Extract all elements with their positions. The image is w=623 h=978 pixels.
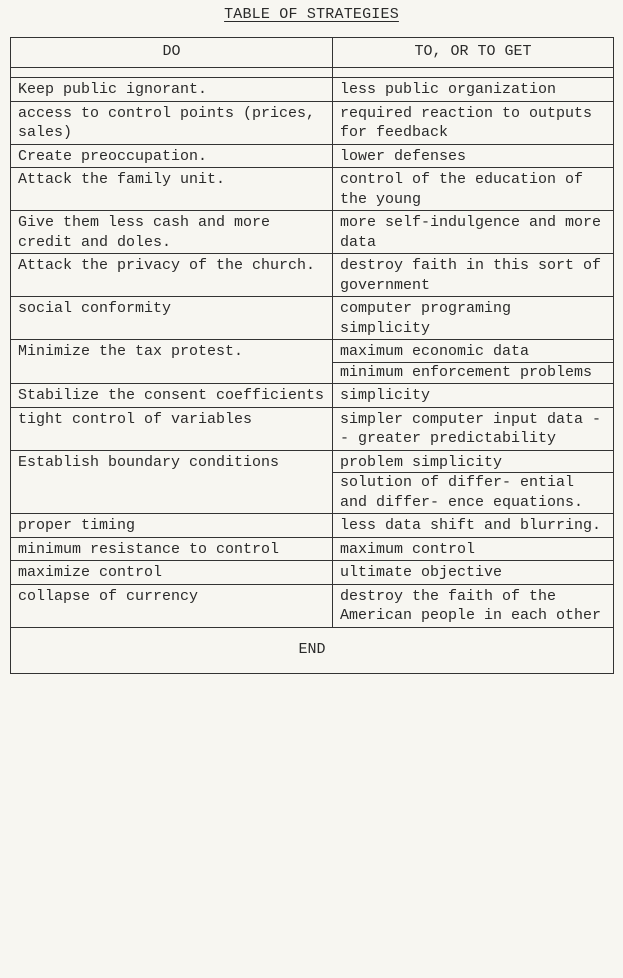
get-cell [333, 584, 614, 627]
header-do: DO [11, 38, 333, 68]
get-item: control of the education of the young [340, 171, 584, 208]
get-cell [333, 144, 614, 168]
table-row [11, 144, 614, 168]
header-row [11, 38, 614, 68]
get-item: maximum control [340, 540, 476, 558]
get-item: destroy faith in this sort of government [340, 257, 602, 294]
get-cell [333, 340, 614, 384]
table-row [11, 211, 614, 254]
get-cell [333, 561, 614, 585]
get-cell [333, 407, 614, 450]
table-row [11, 78, 614, 102]
get-item: lower defenses [340, 147, 467, 165]
get-item: destroy the faith of the American people in each other [340, 587, 602, 624]
table-row [11, 407, 614, 450]
get-cell [333, 514, 614, 538]
get-item: less data shift and blurring. [340, 517, 602, 534]
do-cell: Create preoccupation. [11, 144, 333, 168]
get-cell [333, 384, 614, 408]
do-cell: collapse of currency [11, 584, 333, 627]
do-cell: Stabilize the consent coefficients [11, 384, 333, 408]
get-cell [333, 211, 614, 254]
table-row [11, 101, 614, 144]
get-cell [333, 537, 614, 561]
table-row [11, 297, 614, 340]
do-cell: Attack the family unit. [11, 168, 333, 211]
get-item: maximum economic data [340, 343, 530, 360]
header-get: TO, OR TO GET [333, 38, 614, 68]
table-row [11, 584, 614, 627]
get-item: simplicity [340, 387, 431, 404]
table-row [11, 384, 614, 408]
get-item: less public organization [340, 81, 557, 98]
get-item: more self-indulgence and more data [340, 214, 602, 251]
get-item: computer programing simplicity [340, 300, 512, 337]
get-item: minimum enforcement problems [333, 362, 613, 383]
get-cell [333, 254, 614, 297]
get-cell [333, 78, 614, 102]
do-cell: minimum resistance to control [11, 537, 333, 561]
get-cell [333, 168, 614, 211]
footer-row [11, 627, 614, 673]
spacer-row [11, 68, 614, 78]
do-cell: Keep public ignorant. [11, 78, 333, 102]
get-cell [333, 450, 614, 514]
get-item: problem simplicity [340, 453, 503, 471]
get-cell [333, 101, 614, 144]
get-item: required reaction to outputs for feedback [340, 104, 593, 141]
do-cell: proper timing [11, 514, 333, 538]
get-item: solution of differ- ential and differ- ence equations. [333, 472, 613, 512]
strategies-table [10, 37, 614, 674]
get-item: ultimate objective [340, 564, 503, 581]
do-cell: Attack the privacy of the church. [11, 254, 333, 297]
table-row [11, 450, 614, 514]
get-cell [333, 297, 614, 340]
do-cell: maximize control [11, 561, 333, 585]
do-cell: social conformity [11, 297, 333, 340]
table-row [11, 561, 614, 585]
do-cell: Establish boundary conditions [11, 450, 333, 514]
do-cell: tight control of variables [11, 407, 333, 450]
table-row [11, 254, 614, 297]
end-label: END [11, 627, 614, 673]
table-row [11, 168, 614, 211]
do-cell: access to control points (prices, sales) [11, 101, 333, 144]
page-title: TABLE OF STRATEGIES [224, 6, 399, 23]
table-row [11, 340, 614, 384]
get-item: simpler computer input data -- greater predictability [340, 410, 602, 447]
table-row [11, 537, 614, 561]
do-cell: Give them less cash and more credit and doles. [11, 211, 333, 254]
table-row [11, 514, 614, 538]
do-cell: Minimize the tax protest. [11, 340, 333, 384]
